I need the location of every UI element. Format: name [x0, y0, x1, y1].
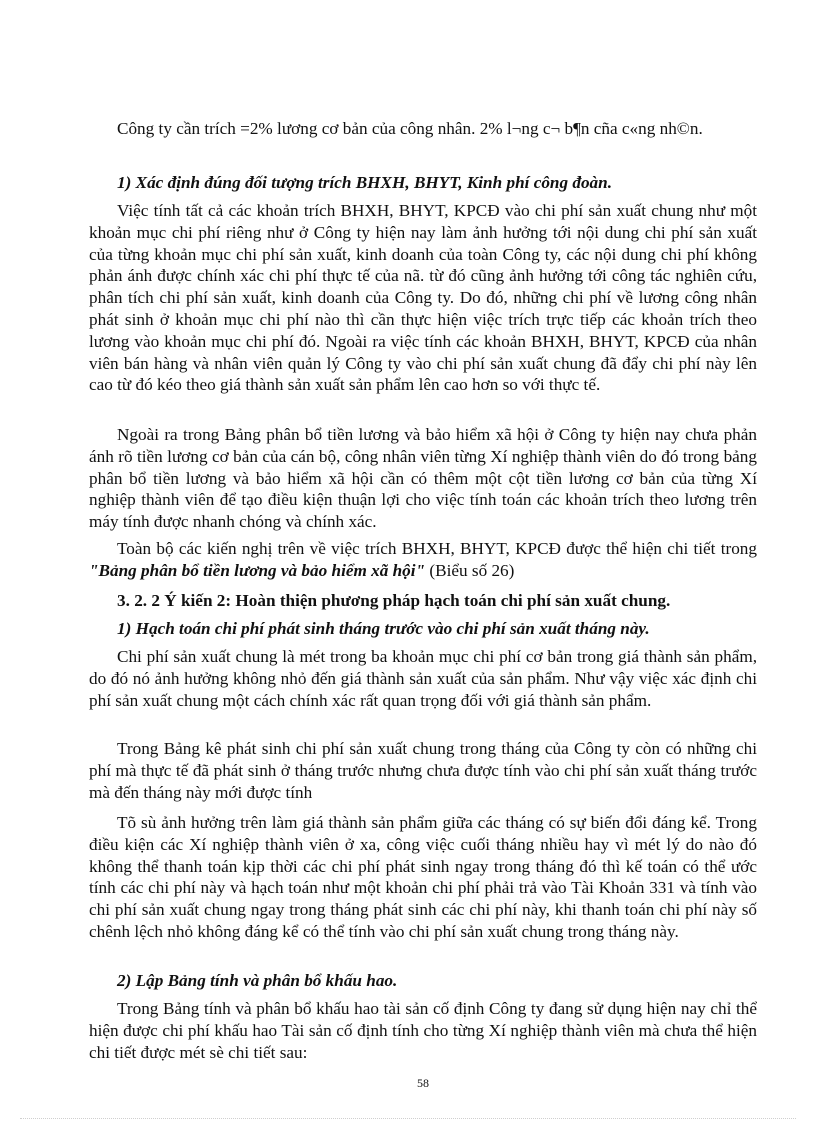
heading-depreciation-table: 2) Lập Bảng tính và phân bổ khấu hao.	[117, 971, 398, 990]
paragraph-salary-table: Ngoài ra trong Bảng phân bổ tiền lương và bảo hiểm xã hội ở Công ty hiện nay chưa phản ánh rõ tiền lương cơ bản của cán bộ, công nhân viên từng Xí nghiệp thành viên do đó trong bảng phân bổ tiền lương và bảo hiểm xã hội cần có thêm một cột tiền lương cơ bản của từng Xí nghiệp thành viên để tạo điều kiện thuận lợi cho việc tính toán các khoản trích theo lương trên máy tính được nhanh chóng và chính xác.	[89, 425, 757, 532]
heading-previous-month-costs: 1) Hạch toán chi phí phát sinh tháng trước vào chi phí sản xuất tháng này.	[117, 619, 650, 638]
paragraph-contribution-rate: Công ty cần trích =2% lương cơ bản của công nhân. 2% l¬ng c¬ b¶n cña c«ng nh©n.	[117, 119, 703, 138]
heading-insurance-objects: 1) Xác định đúng đối tượng trích BHXH, BHYT, Kinh phí công đoàn.	[117, 173, 613, 192]
paragraph-cost-listing: Trong Bảng kê phát sinh chi phí sản xuất chung trong tháng của Công ty còn có những chi phí mà thực tế đã phát sinh ở tháng trước nhưng chưa được tính vào chi phí sản xuất tháng trước mà đến tháng này mới được tính	[89, 739, 757, 802]
paragraph-depreciation: Trong Bảng tính và phân bổ khấu hao tài sản cố định Công ty đang sử dụng hiện nay chỉ thể hiện được chi phí khấu hao Tài sản cố định tính cho từng Xí nghiệp thành viên mà chưa thể hiện chi tiết được mét sè chi tiết sau:	[89, 999, 757, 1062]
paragraph-insurance-allocation: Việc tính tất cả các khoản trích BHXH, BHYT, KPCĐ vào chi phí sản xuất chung như một khoản mục chi phí riêng như ở Công ty hiện nay làm ảnh hưởng tới nội dung chi phí sản xuất của từng khoản mục chi phí sản xuất, kinh doanh của toàn Công ty, các nội dung chi phí không phản ánh được chính xác chi phí thực tế của nã. từ đó cũng ảnh hưởng tới công tác nghiên cứu, phân tích chi phí sản xuất, kinh doanh của Công ty. Do đó, những chi phí về lương công nhân phát sinh ở khoản mục chi phí nào thì cần thực hiện việc trích trực tiếp các khoản trích theo lương vào khoản mục chi phí đó. Ngoài ra việc tính các khoản BHXH, BHYT, KPCĐ của nhân viên bán hàng và nhân viên quản lý Công ty vào chi phí sản xuất chung đã đẩy chi phí này lên cao từ đó kéo theo giá thành sản xuất sản phẩm lên cao hơn so với thực tế.	[89, 201, 757, 395]
footer-divider	[20, 1118, 796, 1119]
heading-opinion-2: 3. 2. 2 Ý kiến 2: Hoàn thiện phương pháp hạch toán chi phí sản xuất chung.	[117, 591, 671, 610]
paragraph-recommendations	[89, 538, 757, 582]
paragraph-price-fluctuation: Tõ sù ảnh hưởng trên làm giá thành sản phẩm giữa các tháng có sự biến đổi đáng kể. Trong điều kiện các Xí nghiệp thành viên ở xa, công việc cuối tháng nhiều hay vì mét lý do nào đó không thể thanh toán kịp thời các chi phí phát sinh ngay trong tháng đó thì kế toán có thể ước tính các chi phí này và hạch toán như một khoản chi phí phải trả vào Tài Khoản 331 và tính vào chi phí sản xuất chung ngay trong tháng phát sinh các chi phí này, khi thanh toán chi phí này số chênh lệch nhỏ không đáng kể có thể tính vào chi phí sản xuất chung trong tháng này.	[89, 813, 757, 941]
recommendation-text: Toàn bộ các kiến nghị trên về việc trích BHXH, BHYT, KPCĐ được thể hiện chi tiết trong	[117, 539, 757, 558]
page-number: 58	[417, 1076, 429, 1090]
paragraph-overhead-costs: Chi phí sản xuất chung là mét trong ba khoản mục chi phí cơ bản trong giá thành sản phẩm, do đó nó ảnh hưởng không nhỏ đến giá thành sản xuất của sản phẩm. Như vậy việc xác định chi phí sản xuất chung một cách chính xác rất quan trọng đối với giá thành sản phẩm.	[89, 647, 757, 710]
table-title-reference: "Bảng phân bổ tiền lương và bảo hiểm xã hội"	[89, 560, 426, 580]
appendix-reference: (Biểu số 26)	[425, 560, 515, 580]
